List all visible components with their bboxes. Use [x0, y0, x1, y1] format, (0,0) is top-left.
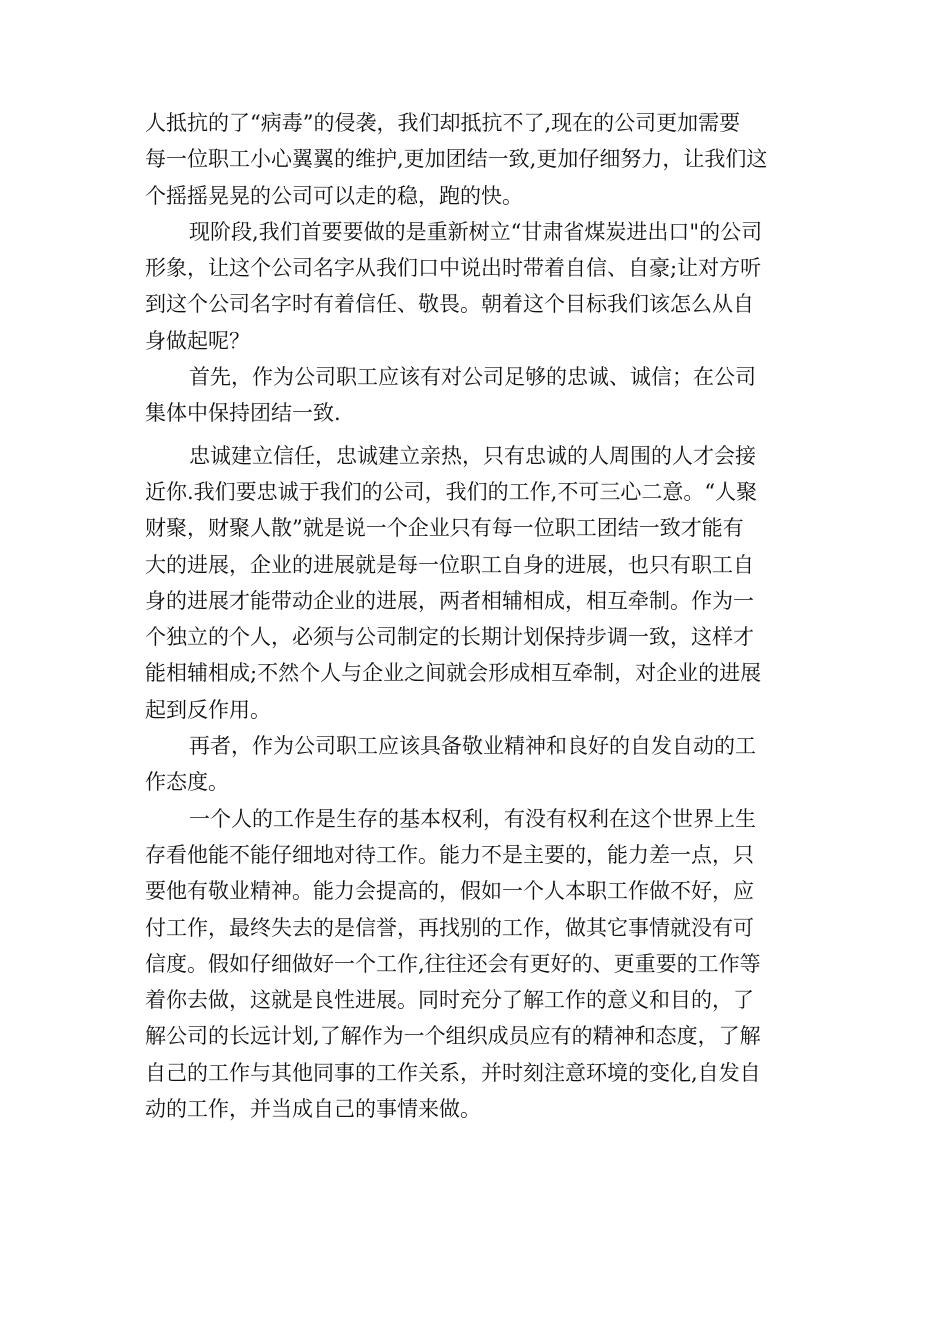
text-line: 着你去做，这就是良性进展。同时充分了解工作的意义和目的，了	[145, 988, 754, 1013]
paragraph-5	[145, 728, 807, 801]
text-line: 现阶段,我们首要要做的是重新树立“甘肃省煤炭进出口"的公司	[189, 219, 763, 244]
text-line: 人抵抗的了“病毒”的侵袭，我们却抵抗不了,现在的公司更加需要	[145, 111, 741, 135]
text-line: 作态度。	[145, 770, 229, 795]
text-line: 大的进展，企业的进展就是每一位职工自身的进展，也只有职工自	[145, 552, 754, 577]
text-line: 存看他能不能仔细地对待工作。能力不是主要的，能力差一点，只	[145, 842, 754, 867]
text-line: 再者，作为公司职工应该具备敬业精神和良好的自发自动的工	[189, 734, 756, 759]
text-line: 一个人的工作是生存的基本权利，有没有权利在这个世界上生	[189, 806, 756, 831]
text-line: 付工作，最终失去的是信誉，再找别的工作，做其它事情就没有可	[145, 915, 754, 940]
text-line: 个摇摇晃晃的公司可以走的稳，跑的快。	[145, 183, 523, 208]
text-line: 财聚，财聚人散”就是说一个企业只有每一位职工团结一致才能有	[145, 516, 744, 541]
text-line: 身的进展才能带动企业的进展，两者相辅相成，相互牵制。作为一	[145, 588, 754, 613]
text-line: 信度。假如仔细做好一个工作,往往还会有更好的、更重要的工作等	[145, 951, 761, 976]
paragraph-4	[145, 438, 807, 728]
paragraph-6	[145, 801, 807, 1128]
text-line: 个独立的个人，必须与公司制定的长期计划保持步调一致，这样才	[145, 625, 754, 650]
document-page	[145, 105, 807, 1127]
text-line: 起到反作用。	[145, 697, 271, 722]
text-line: 近你.我们要忠诚于我们的公司，我们的工作,不可三心二意。“人聚	[145, 479, 758, 504]
text-line: 首先，作为公司职工应该有对公司足够的忠诚、诚信；在公司	[189, 365, 756, 390]
text-line: 身做起呢？	[145, 328, 250, 353]
text-line: 集体中保持团结一致.	[145, 401, 341, 426]
text-line: 解公司的长远计划,了解作为一个组织成员应有的精神和态度，了解	[145, 1024, 761, 1049]
text-line: 到这个公司名字时有着信任、敬畏。朝着这个目标我们该怎么从自	[145, 292, 754, 317]
text-line: 形象，让这个公司名字从我们口中说出时带着自信、自豪;让对方听	[145, 256, 762, 281]
text-line: 要他有敬业精神。能力会提高的，假如一个人本职工作做不好，应	[145, 879, 754, 904]
text-line: 每一位职工小心翼翼的维护,更加团结一致,更加仔细努力，让我们这	[145, 147, 768, 172]
paragraph-3	[145, 359, 807, 432]
paragraph-2	[145, 214, 807, 359]
text-line: 自己的工作与其他同事的工作关系，并时刻注意环境的变化,自发自	[145, 1060, 761, 1085]
text-line: 动的工作，并当成自己的事情来做。	[145, 1097, 481, 1122]
text-line: 能相辅相成;不然个人与企业之间就会形成相互牵制，对企业的进展	[145, 661, 762, 686]
paragraph-1	[145, 105, 807, 214]
text-line: 忠诚建立信任，忠诚建立亲热，只有忠诚的人周围的人才会接	[189, 443, 756, 468]
